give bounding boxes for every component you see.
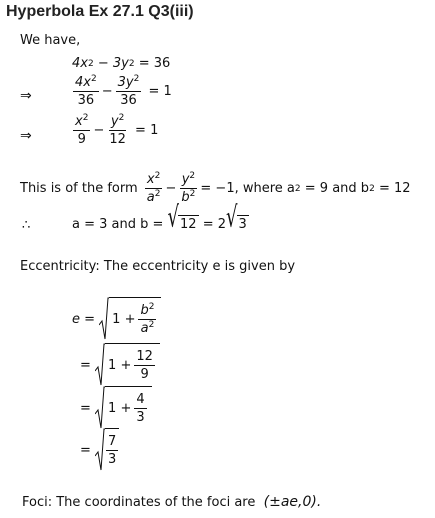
equation-1: 4x 2 − 3y 2 = 36	[72, 56, 171, 71]
therefore-symbol: ∴	[22, 218, 31, 233]
page-title: Hyperbola Ex 27.1 Q3(iii)	[6, 3, 194, 20]
equation-3: $\frac{x^2}{9}$ − $\frac{y^2}{12}$ = 1	[75, 113, 159, 147]
eccentricity-step-4: = $\frac{7}{3}$	[80, 428, 119, 472]
eccentricity-step-2: = 1 + $\frac{12}{9}$	[80, 343, 160, 387]
implies-arrow-2: ⇒	[20, 128, 32, 144]
equation-2: $\frac{4x^2}{36}$ − $\frac{3y^2}{36}$ = 1	[75, 74, 172, 108]
eccentricity-step-3: = 1 + $\frac{4}{3}$	[80, 386, 152, 430]
eccentricity-heading: Eccentricity: The eccentricity e is given by	[20, 259, 296, 274]
eccentricity-step-1: e = 1 + $\frac{b^2}{a^2}$	[72, 297, 161, 341]
ab-values-line: a = 3 and b = √ 12 = 2 √ 3	[72, 201, 247, 235]
foci-line: Foci: The coordinates of the foci are (±ae,0).	[22, 494, 322, 510]
implies-arrow-1: ⇒	[20, 88, 32, 104]
standard-form-line: This is of the form $\frac{x^2}{a^2}$ − $\frac{y^2}{b^2}$ = −1, where a 2 = 9 and b 2 = 12	[20, 171, 411, 205]
intro-text: We have,	[20, 33, 81, 48]
